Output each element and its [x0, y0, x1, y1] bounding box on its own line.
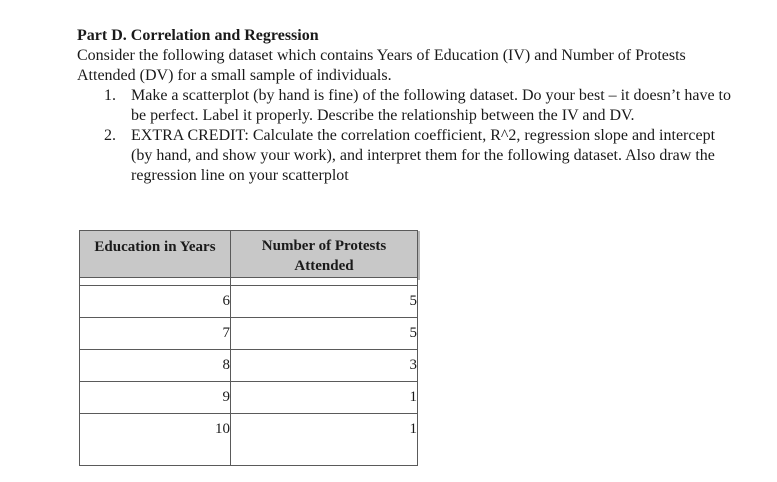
question-text: EXTRA CREDIT: Calculate the correlation coefficient, R^2, regression slope and intercept (by hand, and show your work), and interpret them for the following dataset. Also draw the regression line on your scatterplot: [131, 127, 716, 184]
protests-cell: 5: [231, 286, 418, 318]
assignment-text: [77, 26, 737, 186]
protests-cell: 3: [231, 350, 418, 382]
header-education: Education in Years: [80, 231, 231, 278]
education-cell: 9: [80, 382, 231, 414]
education-cell: 7: [80, 318, 231, 350]
table-row: [80, 382, 418, 414]
table-row: [80, 318, 418, 350]
table-header-row: [80, 231, 418, 278]
question-number: 2.: [104, 127, 116, 144]
education-cell: 6: [80, 286, 231, 318]
question-list: [77, 86, 737, 186]
question-item: [77, 86, 737, 126]
header-protests: Number of Protests Attended: [231, 231, 418, 278]
education-cell: 10: [80, 414, 231, 466]
intro-paragraph: Consider the following dataset which contains Years of Education (IV) and Number of Protests Attended (DV) for a small sample of individuals.: [77, 47, 686, 84]
question-number: 1.: [104, 87, 116, 104]
spacer-row: [80, 278, 418, 286]
education-cell: 8: [80, 350, 231, 382]
protests-cell: 1: [231, 414, 418, 466]
section-heading: Part D. Correlation and Regression: [77, 27, 319, 44]
protests-cell: 5: [231, 318, 418, 350]
table-row: [80, 414, 418, 466]
table-row: [80, 286, 418, 318]
question-text: Make a scatterplot (by hand is fine) of the following dataset. Do your best – it doesn’t have to be perfect. Label it properly. Describe the relationship between the IV and DV.: [131, 87, 731, 124]
data-table: [79, 230, 418, 466]
question-item: [77, 126, 737, 186]
table-row: [80, 350, 418, 382]
protests-cell: 1: [231, 382, 418, 414]
